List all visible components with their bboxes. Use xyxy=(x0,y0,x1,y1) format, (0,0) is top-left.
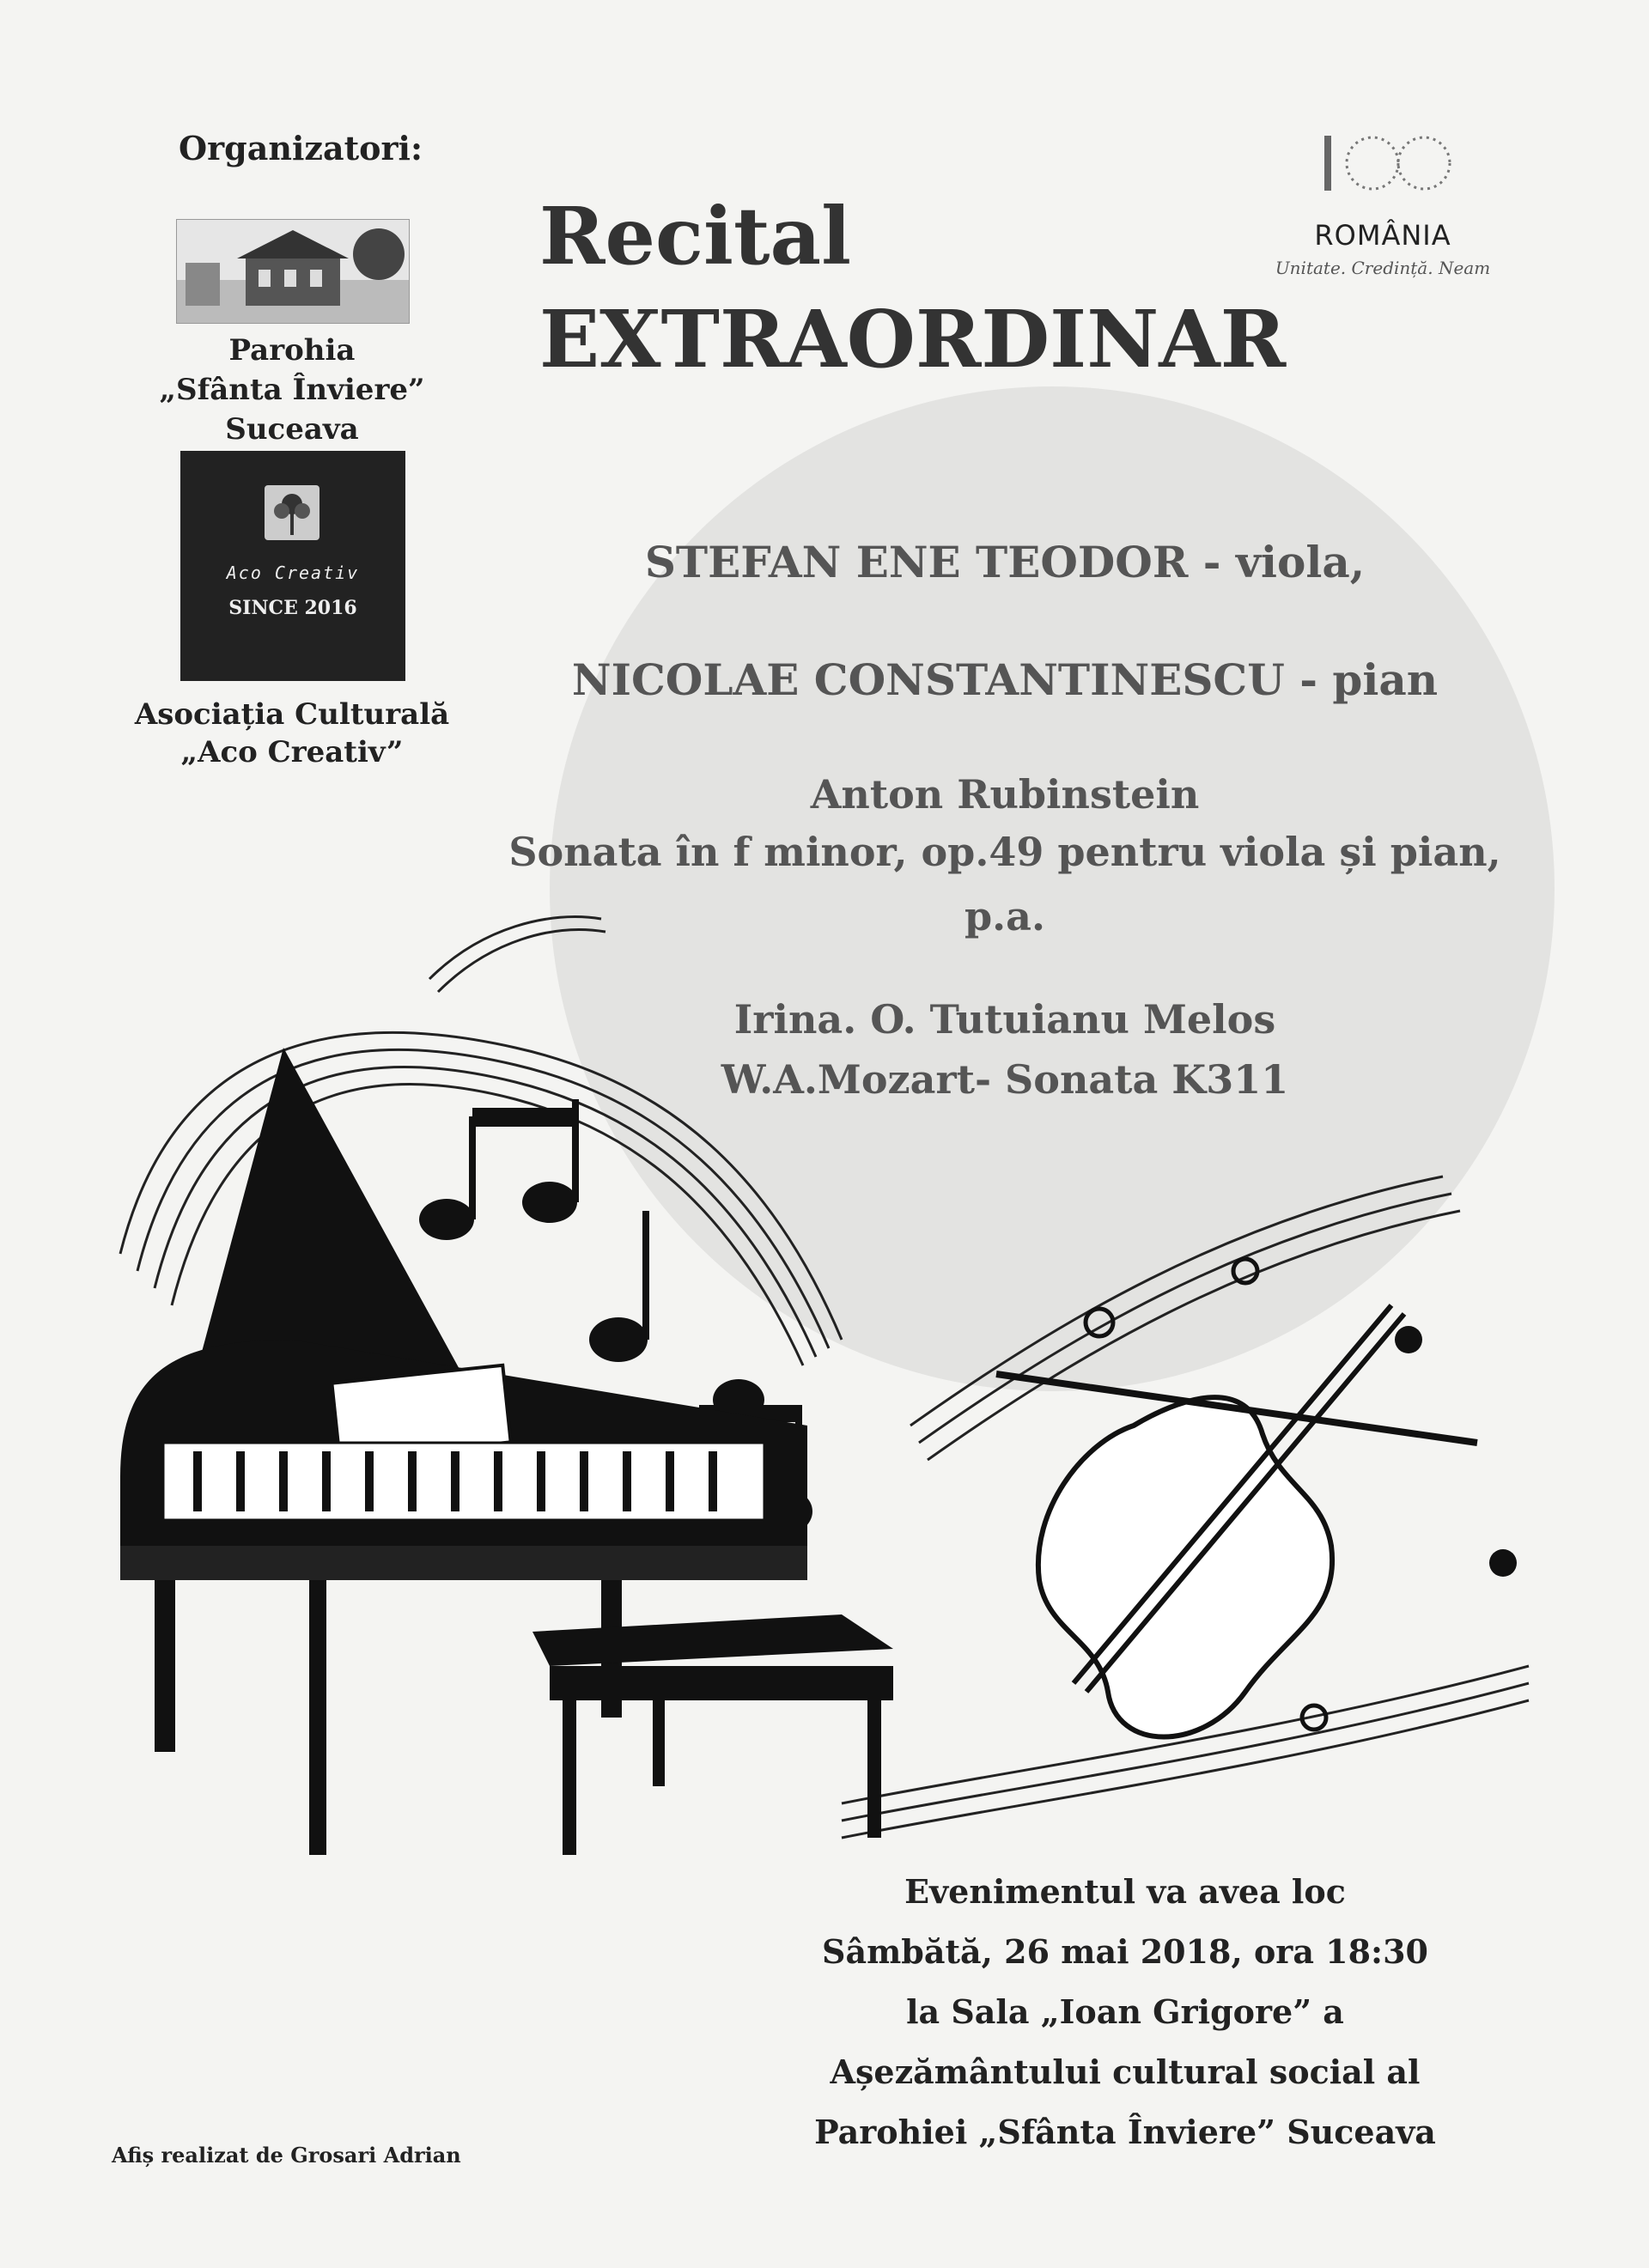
parish-line: Suceava xyxy=(225,412,359,447)
event-date-time: Sâmbătă, 26 mai 2018, ora 18:30 xyxy=(822,1932,1428,1971)
performer-viola: STEFAN ENE TEODOR - viola, xyxy=(644,537,1366,587)
title-line-1: Recital xyxy=(539,190,852,283)
event-venue-line-2: Așezământului cultural social al xyxy=(830,2052,1421,2091)
association-line: Asociația Culturală xyxy=(134,697,450,732)
performer-piano: NICOLAE CONSTANTINESCU - pian xyxy=(571,654,1439,705)
parish-line: „Sfânta Înviere” xyxy=(159,373,425,407)
composer-2: Irina. O. Tutuianu Melos xyxy=(733,996,1276,1043)
parish-name xyxy=(137,331,447,449)
aco-logo-since: SINCE 2016 xyxy=(228,597,357,619)
grand-piano xyxy=(120,1048,807,1855)
organizers-heading: Organizatori: xyxy=(179,129,423,167)
work-1-suffix: p.a. xyxy=(964,893,1045,939)
work-1: Sonata în f minor, op.49 pentru viola și pian, xyxy=(508,829,1501,875)
romania-centenary-logo xyxy=(1254,129,1512,292)
title-line-2: EXTRAORDINAR xyxy=(539,293,1287,386)
church-photo xyxy=(176,219,410,324)
flower-icon xyxy=(265,485,319,540)
event-venue: la Sala „Ioan Grigore” a xyxy=(906,1992,1344,2031)
aco-creativ-logo xyxy=(180,451,405,681)
association-line: „Aco Creativ” xyxy=(180,735,404,769)
centenary-motto: Unitate. Credință. Neam xyxy=(1275,258,1491,278)
centenary-100-icon xyxy=(1314,129,1451,198)
composer-1: Anton Rubinstein xyxy=(810,771,1200,818)
work-2: W.A.Mozart- Sonata K311 xyxy=(721,1056,1289,1103)
centenary-country: ROMÂNIA xyxy=(1314,219,1451,252)
piano-bench xyxy=(532,1614,893,1855)
event-venue-line-3: Parohiei „Sfânta Înviere” Suceava xyxy=(814,2113,1436,2151)
violin xyxy=(996,1305,1477,1737)
event-line-1: Evenimentul va avea loc xyxy=(904,1872,1346,1911)
aco-logo-name: Aco Creativ xyxy=(226,562,360,583)
association-name xyxy=(129,696,455,771)
parish-line: Parohia xyxy=(228,333,356,368)
poster-credit: Afiș realizat de Grosari Adrian xyxy=(112,2143,461,2168)
music-illustration xyxy=(69,893,1563,1941)
